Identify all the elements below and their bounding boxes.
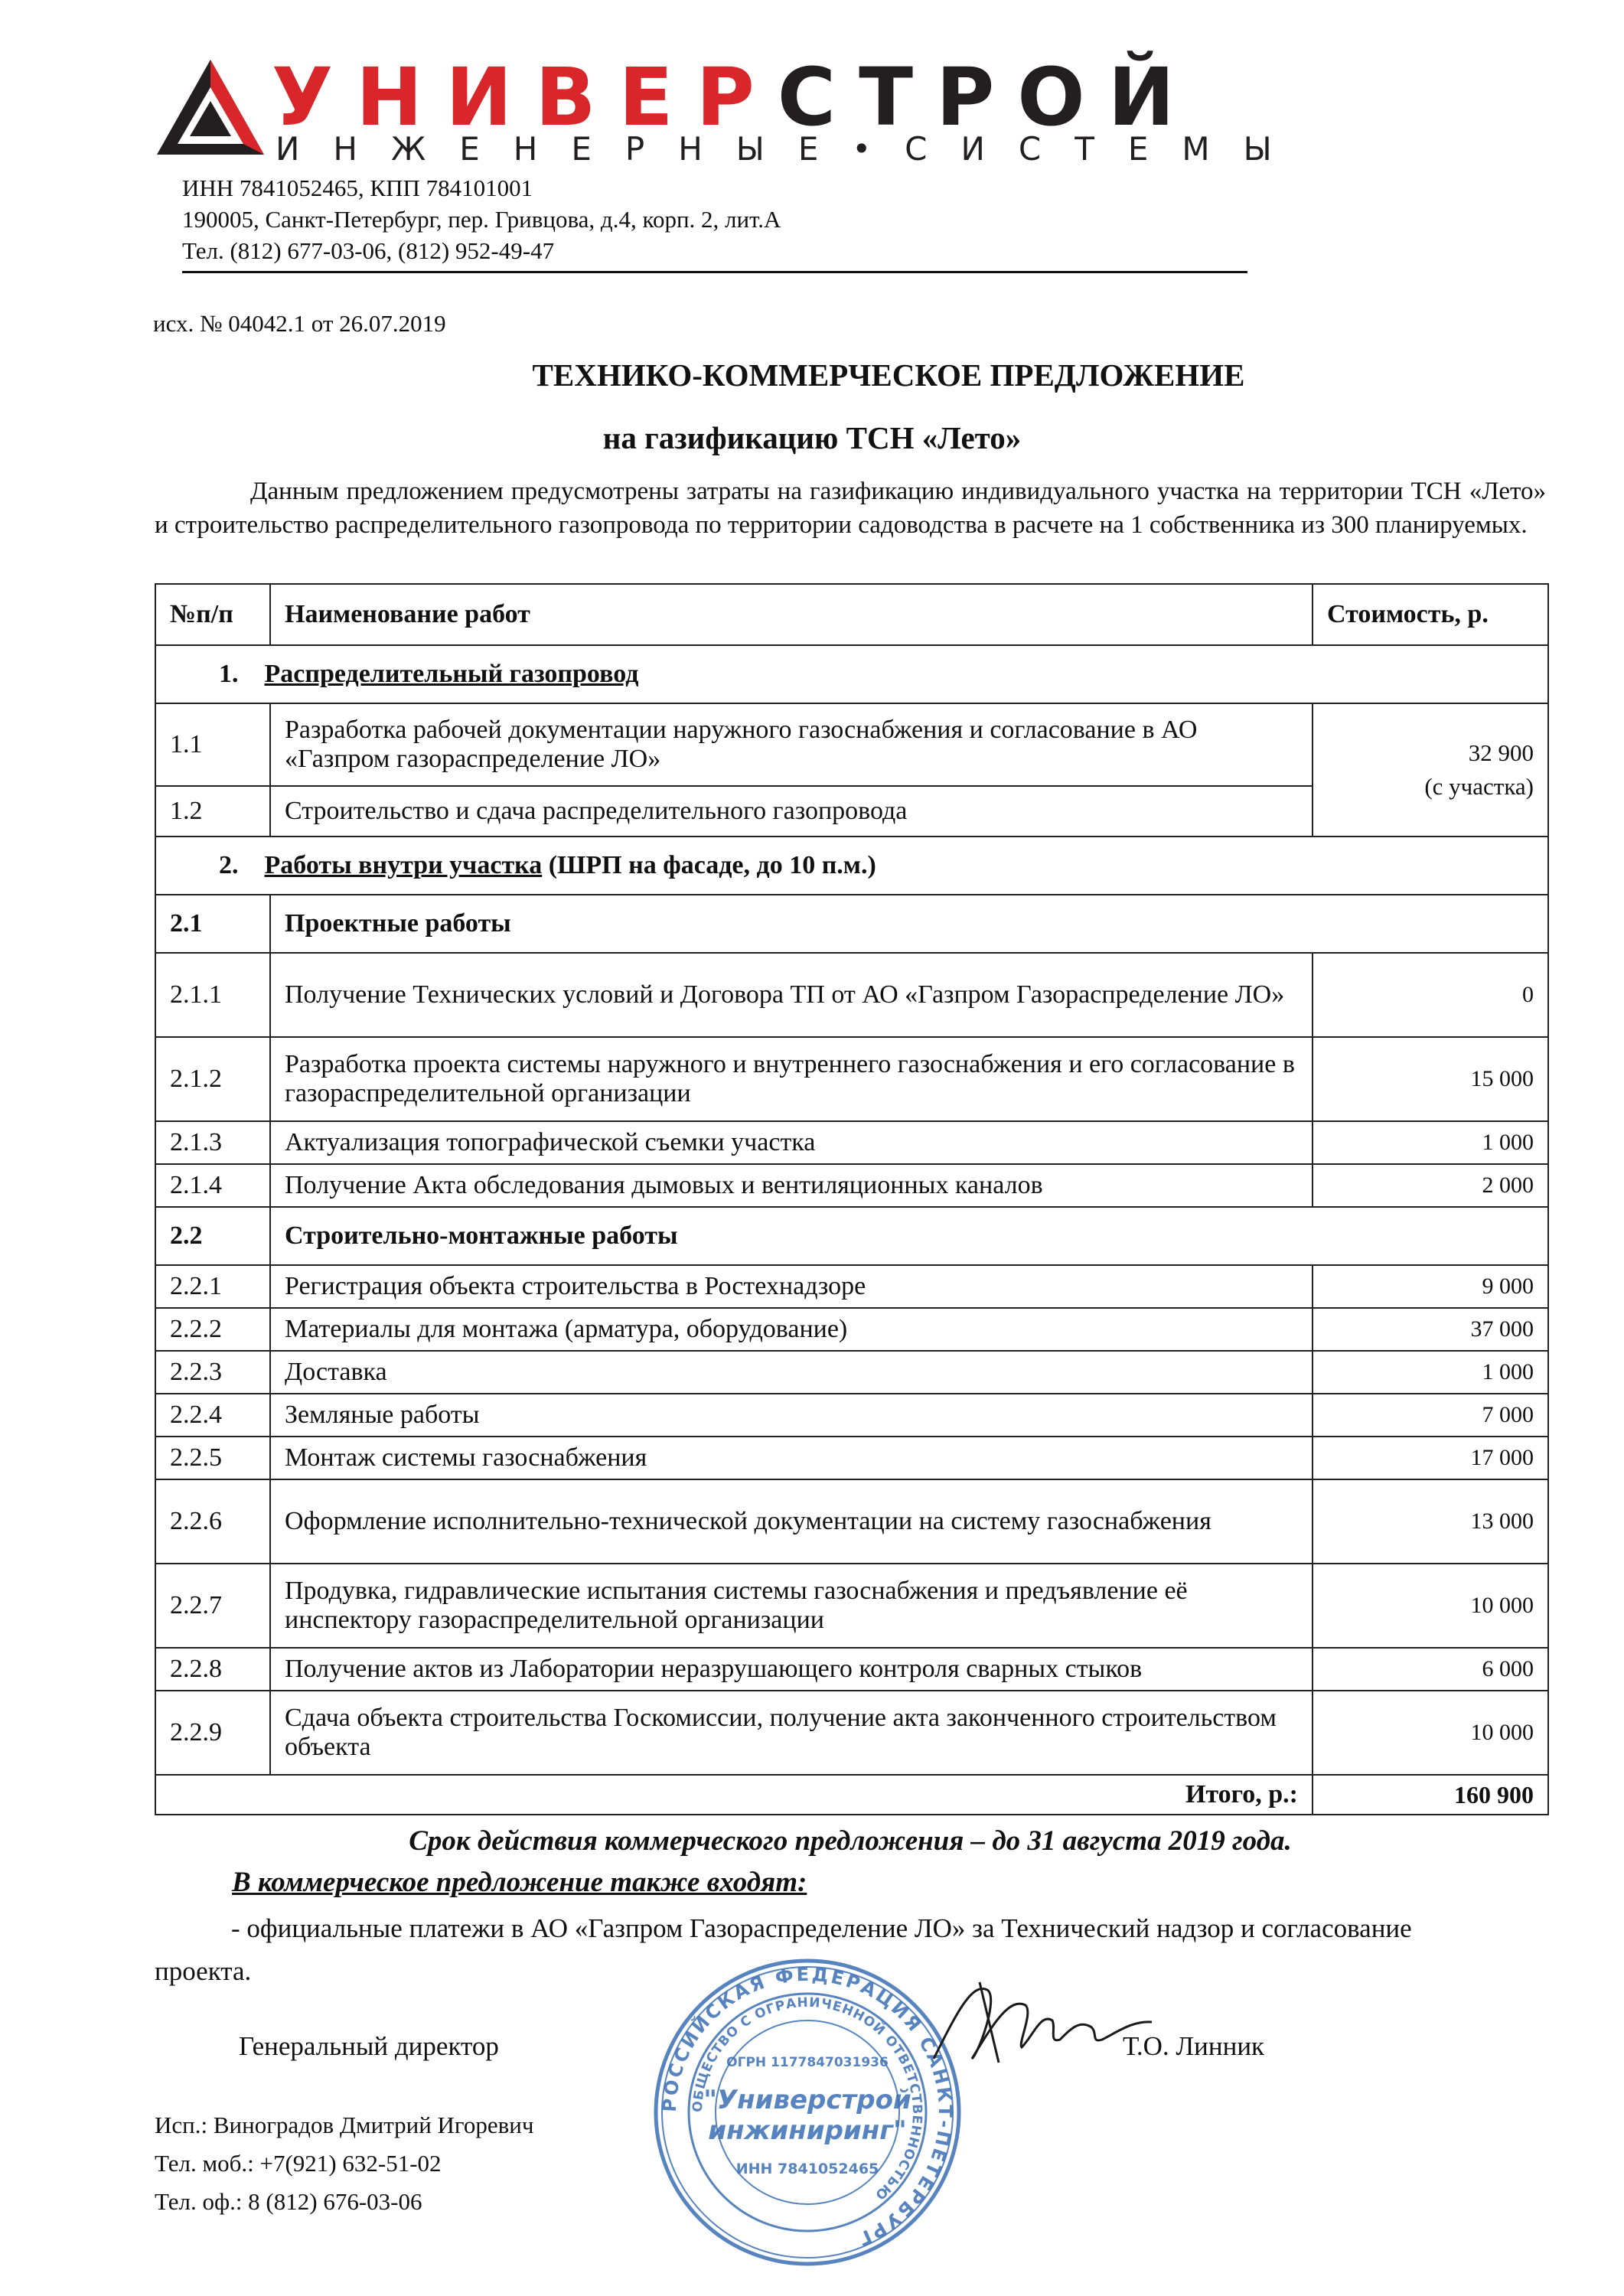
cost-table <box>155 583 1549 1815</box>
company-inn: ИНН 7841052465, КПП 784101001 <box>182 174 533 201</box>
section-2-row <box>155 837 1548 895</box>
company-details <box>182 172 781 266</box>
row-num: 2.2.4 <box>155 1394 270 1437</box>
row-cost: 2 000 <box>1313 1164 1548 1207</box>
section-2-title: Работы внутри участка <box>264 851 543 879</box>
table-row <box>155 1394 1548 1437</box>
row-num: 2.2.7 <box>155 1564 270 1648</box>
row-name: Получение Акта обследования дымовых и вентиляционных каналов <box>270 1164 1313 1207</box>
director-name: Т.О. Линник <box>1123 2031 1265 2061</box>
section-1-row <box>155 645 1548 703</box>
row-num: 2.2.6 <box>155 1479 270 1564</box>
row-num: 2.2.1 <box>155 1265 270 1308</box>
includes-heading: В коммерческое предложение также входят: <box>232 1867 807 1898</box>
table-row <box>155 1479 1548 1564</box>
subsection-2-2-row <box>155 1207 1548 1265</box>
header-divider <box>182 271 1247 273</box>
subsection-title: Проектные работы <box>270 895 1548 953</box>
row-name: Получение актов из Лаборатории неразрушающего контроля сварных стыков <box>270 1648 1313 1691</box>
row-name: Получение Технических условий и Договора ТП от АО «Газпром Газораспределение ЛО» <box>270 953 1313 1037</box>
header-num: №п/п <box>155 584 270 645</box>
logo-tagline: ИНЖЕНЕРНЫЕ•СИСТЕМЫ <box>276 130 1306 168</box>
section-1-num: 1. <box>219 660 239 688</box>
table-row <box>155 1121 1548 1164</box>
seal-outer-text: РОССИЙСКАЯ ФЕДЕРАЦИЯ САНКТ-ПЕТЕРБУРГ <box>658 1963 957 2251</box>
company-phone: Тел. (812) 677-03-06, (812) 952-49-47 <box>182 237 555 264</box>
intro-paragraph: Данным предложением предусмотрены затраты на газификацию индивидуального участка на территории ТСН «Лето» и строительство распределительного газопровода по территории садоводства в расчете на 1 собственника из 300 планируемых. <box>155 478 1546 539</box>
row-cost: 6 000 <box>1313 1648 1548 1691</box>
director-title: Генеральный директор <box>239 2031 499 2061</box>
company-address: 190005, Санкт-Петербург, пер. Гривцова, д.4, корп. 2, лит.А <box>182 206 781 233</box>
total-label: Итого, р.: <box>155 1775 1313 1815</box>
row-num: 1.1 <box>155 703 270 786</box>
logo-triangle-icon <box>153 54 268 161</box>
table-row <box>155 1037 1548 1121</box>
seal-center-line2: инжиниринг" <box>708 2115 907 2146</box>
row-cost: 0 <box>1313 953 1548 1037</box>
document-title: ТЕХНИКО-КОММЕРЧЕСКОЕ ПРЕДЛОЖЕНИЕ <box>532 357 1245 393</box>
table-row <box>155 1691 1548 1775</box>
company-logo <box>153 51 1423 168</box>
row-cost: 10 000 <box>1313 1691 1548 1775</box>
row-name: Доставка <box>270 1351 1313 1394</box>
validity-note: Срок действия коммерческого предложения – до 31 августа 2019 года. <box>409 1825 1292 1857</box>
row-num: 2.2.8 <box>155 1648 270 1691</box>
section-1-cost-note: (с участка) <box>1424 773 1534 800</box>
row-name: Земляные работы <box>270 1394 1313 1437</box>
executor-mobile: Тел. моб.: +7(921) 632-51-02 <box>155 2150 442 2177</box>
table-header-row <box>155 584 1548 645</box>
row-cost: 1 000 <box>1313 1351 1548 1394</box>
row-cost: 13 000 <box>1313 1479 1548 1564</box>
row-num: 1.2 <box>155 786 270 837</box>
outgoing-reference: исх. № 04042.1 от 26.07.2019 <box>153 310 446 337</box>
row-cost: 7 000 <box>1313 1394 1548 1437</box>
row-cost: 37 000 <box>1313 1308 1548 1351</box>
row-name: Разработка рабочей документации наружного газоснабжения и согласование в АО «Газпром газораспределение ЛО» <box>270 703 1313 786</box>
row-cost: 10 000 <box>1313 1564 1548 1648</box>
row-cost: 15 000 <box>1313 1037 1548 1121</box>
total-value: 160 900 <box>1313 1775 1548 1815</box>
table-row <box>155 1308 1548 1351</box>
row-num: 2.1.1 <box>155 953 270 1037</box>
section-1-cost-value: 32 900 <box>1468 739 1534 766</box>
row-name: Оформление исполнительно-технической документации на систему газоснабжения <box>270 1479 1313 1564</box>
row-name: Сдача объекта строительства Госкомиссии, получение акта законченного строительством объекта <box>270 1691 1313 1775</box>
row-name: Регистрация объекта строительства в Ростехнадзоре <box>270 1265 1313 1308</box>
row-name: Продувка, гидравлические испытания системы газоснабжения и предъявление её инспектору газораспределительной организации <box>270 1564 1313 1648</box>
seal-inn: ИНН 7841052465 <box>735 2161 879 2177</box>
row-num: 2.1.2 <box>155 1037 270 1121</box>
subsection-title: Строительно-монтажные работы <box>270 1207 1548 1265</box>
row-num: 2.1.4 <box>155 1164 270 1207</box>
seal-ring-text: ОБЩЕСТВО С ОГРАНИЧЕННОЙ ОТВЕТСТВЕННОСТЬЮ <box>690 1994 925 2203</box>
executor-office-phone: Тел. оф.: 8 (812) 676-03-06 <box>155 2188 422 2215</box>
includes-text: - официальные платежи в АО «Газпром Газораспределение ЛО» за Технический надзор и согласование проекта. <box>155 1913 1412 1986</box>
seal-ogrn: ОГРН 1177847031936 <box>726 2055 889 2070</box>
header-name: Наименование работ <box>270 584 1313 645</box>
table-row <box>155 1265 1548 1308</box>
logo-wordmark-dark: СТРОЙ <box>777 51 1198 144</box>
document-subtitle: на газификацию ТСН «Лето» <box>602 420 1022 455</box>
row-name: Разработка проекта системы наружного и внутреннего газоснабжения и его согласование в газораспределительной организации <box>270 1037 1313 1121</box>
section-2-num: 2. <box>219 851 239 879</box>
table-row <box>155 1164 1548 1207</box>
header-cost: Стоимость, р. <box>1313 584 1548 645</box>
table-row <box>155 703 1548 786</box>
row-cost: 17 000 <box>1313 1437 1548 1479</box>
director-signature-icon <box>926 1967 1156 2074</box>
logo-wordmark <box>272 51 1198 144</box>
row-num: 2.2.5 <box>155 1437 270 1479</box>
executor-name: Исп.: Виноградов Дмитрий Игоревич <box>155 2112 534 2138</box>
row-name: Монтаж системы газоснабжения <box>270 1437 1313 1479</box>
section-2-suffix: (ШРП на фасаде, до 10 п.м.) <box>542 851 876 879</box>
row-name: Материалы для монтажа (арматура, оборудование) <box>270 1308 1313 1351</box>
row-num: 2.1.3 <box>155 1121 270 1164</box>
table-row <box>155 1437 1548 1479</box>
subsection-2-1-row <box>155 895 1548 953</box>
row-num: 2.2.9 <box>155 1691 270 1775</box>
table-row <box>155 1648 1548 1691</box>
total-row <box>155 1775 1548 1815</box>
table-row <box>155 953 1548 1037</box>
section-1-cost <box>1313 703 1548 837</box>
row-num: 2.2.3 <box>155 1351 270 1394</box>
row-name: Актуализация топографической съемки участка <box>270 1121 1313 1164</box>
row-cost: 9 000 <box>1313 1265 1548 1308</box>
row-name: Строительство и сдача распределительного газопровода <box>270 786 1313 837</box>
contact-details <box>155 2106 533 2221</box>
section-1-title: Распределительный газопровод <box>264 660 639 688</box>
subsection-num: 2.2 <box>155 1207 270 1265</box>
logo-wordmark-red: УНИВЕР <box>272 51 778 144</box>
subsection-num: 2.1 <box>155 895 270 953</box>
table-row <box>155 1351 1548 1394</box>
company-seal <box>647 1952 968 2273</box>
seal-center-line1: "Универстрой <box>703 2085 911 2115</box>
row-num: 2.2.2 <box>155 1308 270 1351</box>
table-row <box>155 1564 1548 1648</box>
row-cost: 1 000 <box>1313 1121 1548 1164</box>
